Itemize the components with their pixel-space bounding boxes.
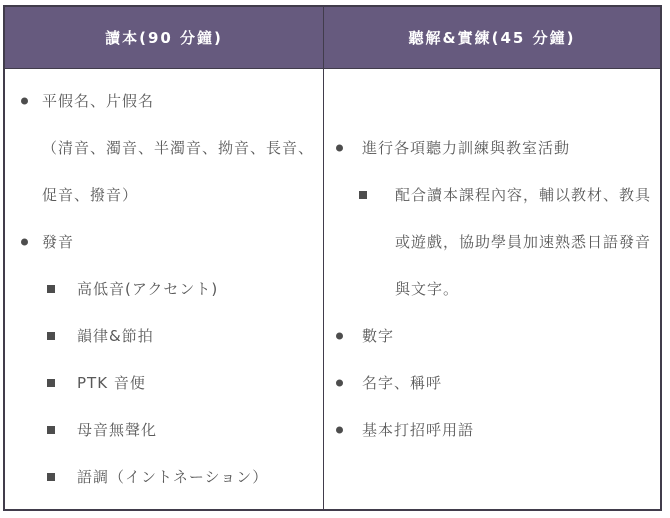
square-bullet-icon — [47, 379, 55, 387]
list-item-text: （清音、濁音、半濁音、拗音、長音、 — [42, 138, 315, 157]
circle-bullet-icon — [336, 333, 343, 340]
list-item — [324, 125, 660, 172]
list-item — [5, 219, 323, 266]
list-item-text: 高低音(アクセント) — [77, 279, 219, 298]
list-item-text: 語調（イントネーション） — [77, 467, 269, 486]
list-item-text: 與文字。 — [395, 279, 460, 298]
circle-bullet-icon — [336, 380, 343, 387]
square-bullet-icon — [359, 191, 367, 199]
listening-cell — [324, 69, 660, 509]
list-item-continuation — [5, 172, 323, 219]
curriculum-table — [3, 5, 662, 511]
reading-cell — [5, 69, 324, 509]
list-item — [324, 172, 660, 219]
square-bullet-icon — [47, 426, 55, 434]
list-item-text: 名字、稱呼 — [362, 373, 443, 392]
list-item-text: 數字 — [362, 326, 395, 345]
list-item — [5, 266, 323, 313]
table-header-row — [5, 7, 660, 69]
circle-bullet-icon — [336, 427, 343, 434]
circle-bullet-icon — [336, 145, 343, 152]
list-item-text: 進行各項聽力訓練與教室活動 — [362, 138, 571, 157]
list-item-text: 配合讀本課程內容，輔以教材、教具 — [395, 185, 652, 204]
list-item — [5, 454, 323, 501]
circle-bullet-icon — [21, 239, 28, 246]
list-item-text: 發音 — [42, 232, 75, 251]
list-item-text: 平假名、片假名 — [42, 91, 155, 110]
list-item — [324, 360, 660, 407]
list-item-text: 母音無聲化 — [77, 420, 158, 439]
list-item — [5, 313, 323, 360]
table-body-row — [5, 69, 660, 509]
square-bullet-icon — [47, 285, 55, 293]
header-listening-practice: 聽解&實練(45 分鐘) — [324, 7, 660, 68]
list-item — [5, 407, 323, 454]
list-item — [324, 313, 660, 360]
list-item — [5, 360, 323, 407]
header-reading: 讀本(90 分鐘) — [5, 7, 324, 68]
list-item-continuation — [324, 219, 660, 266]
square-bullet-icon — [47, 473, 55, 481]
list-item — [5, 78, 323, 125]
square-bullet-icon — [47, 332, 55, 340]
list-item-text: 韻律&節拍 — [77, 326, 154, 345]
list-item-continuation — [5, 125, 323, 172]
list-item-continuation — [324, 266, 660, 313]
list-item-text: 促音、撥音） — [42, 185, 139, 204]
list-item-text: 或遊戲，協助學員加速熟悉日語發音 — [395, 232, 652, 251]
list-item-text: 基本打招呼用語 — [362, 420, 475, 439]
list-item-text: PTK 音便 — [77, 373, 146, 392]
circle-bullet-icon — [21, 98, 28, 105]
list-item — [324, 407, 660, 454]
